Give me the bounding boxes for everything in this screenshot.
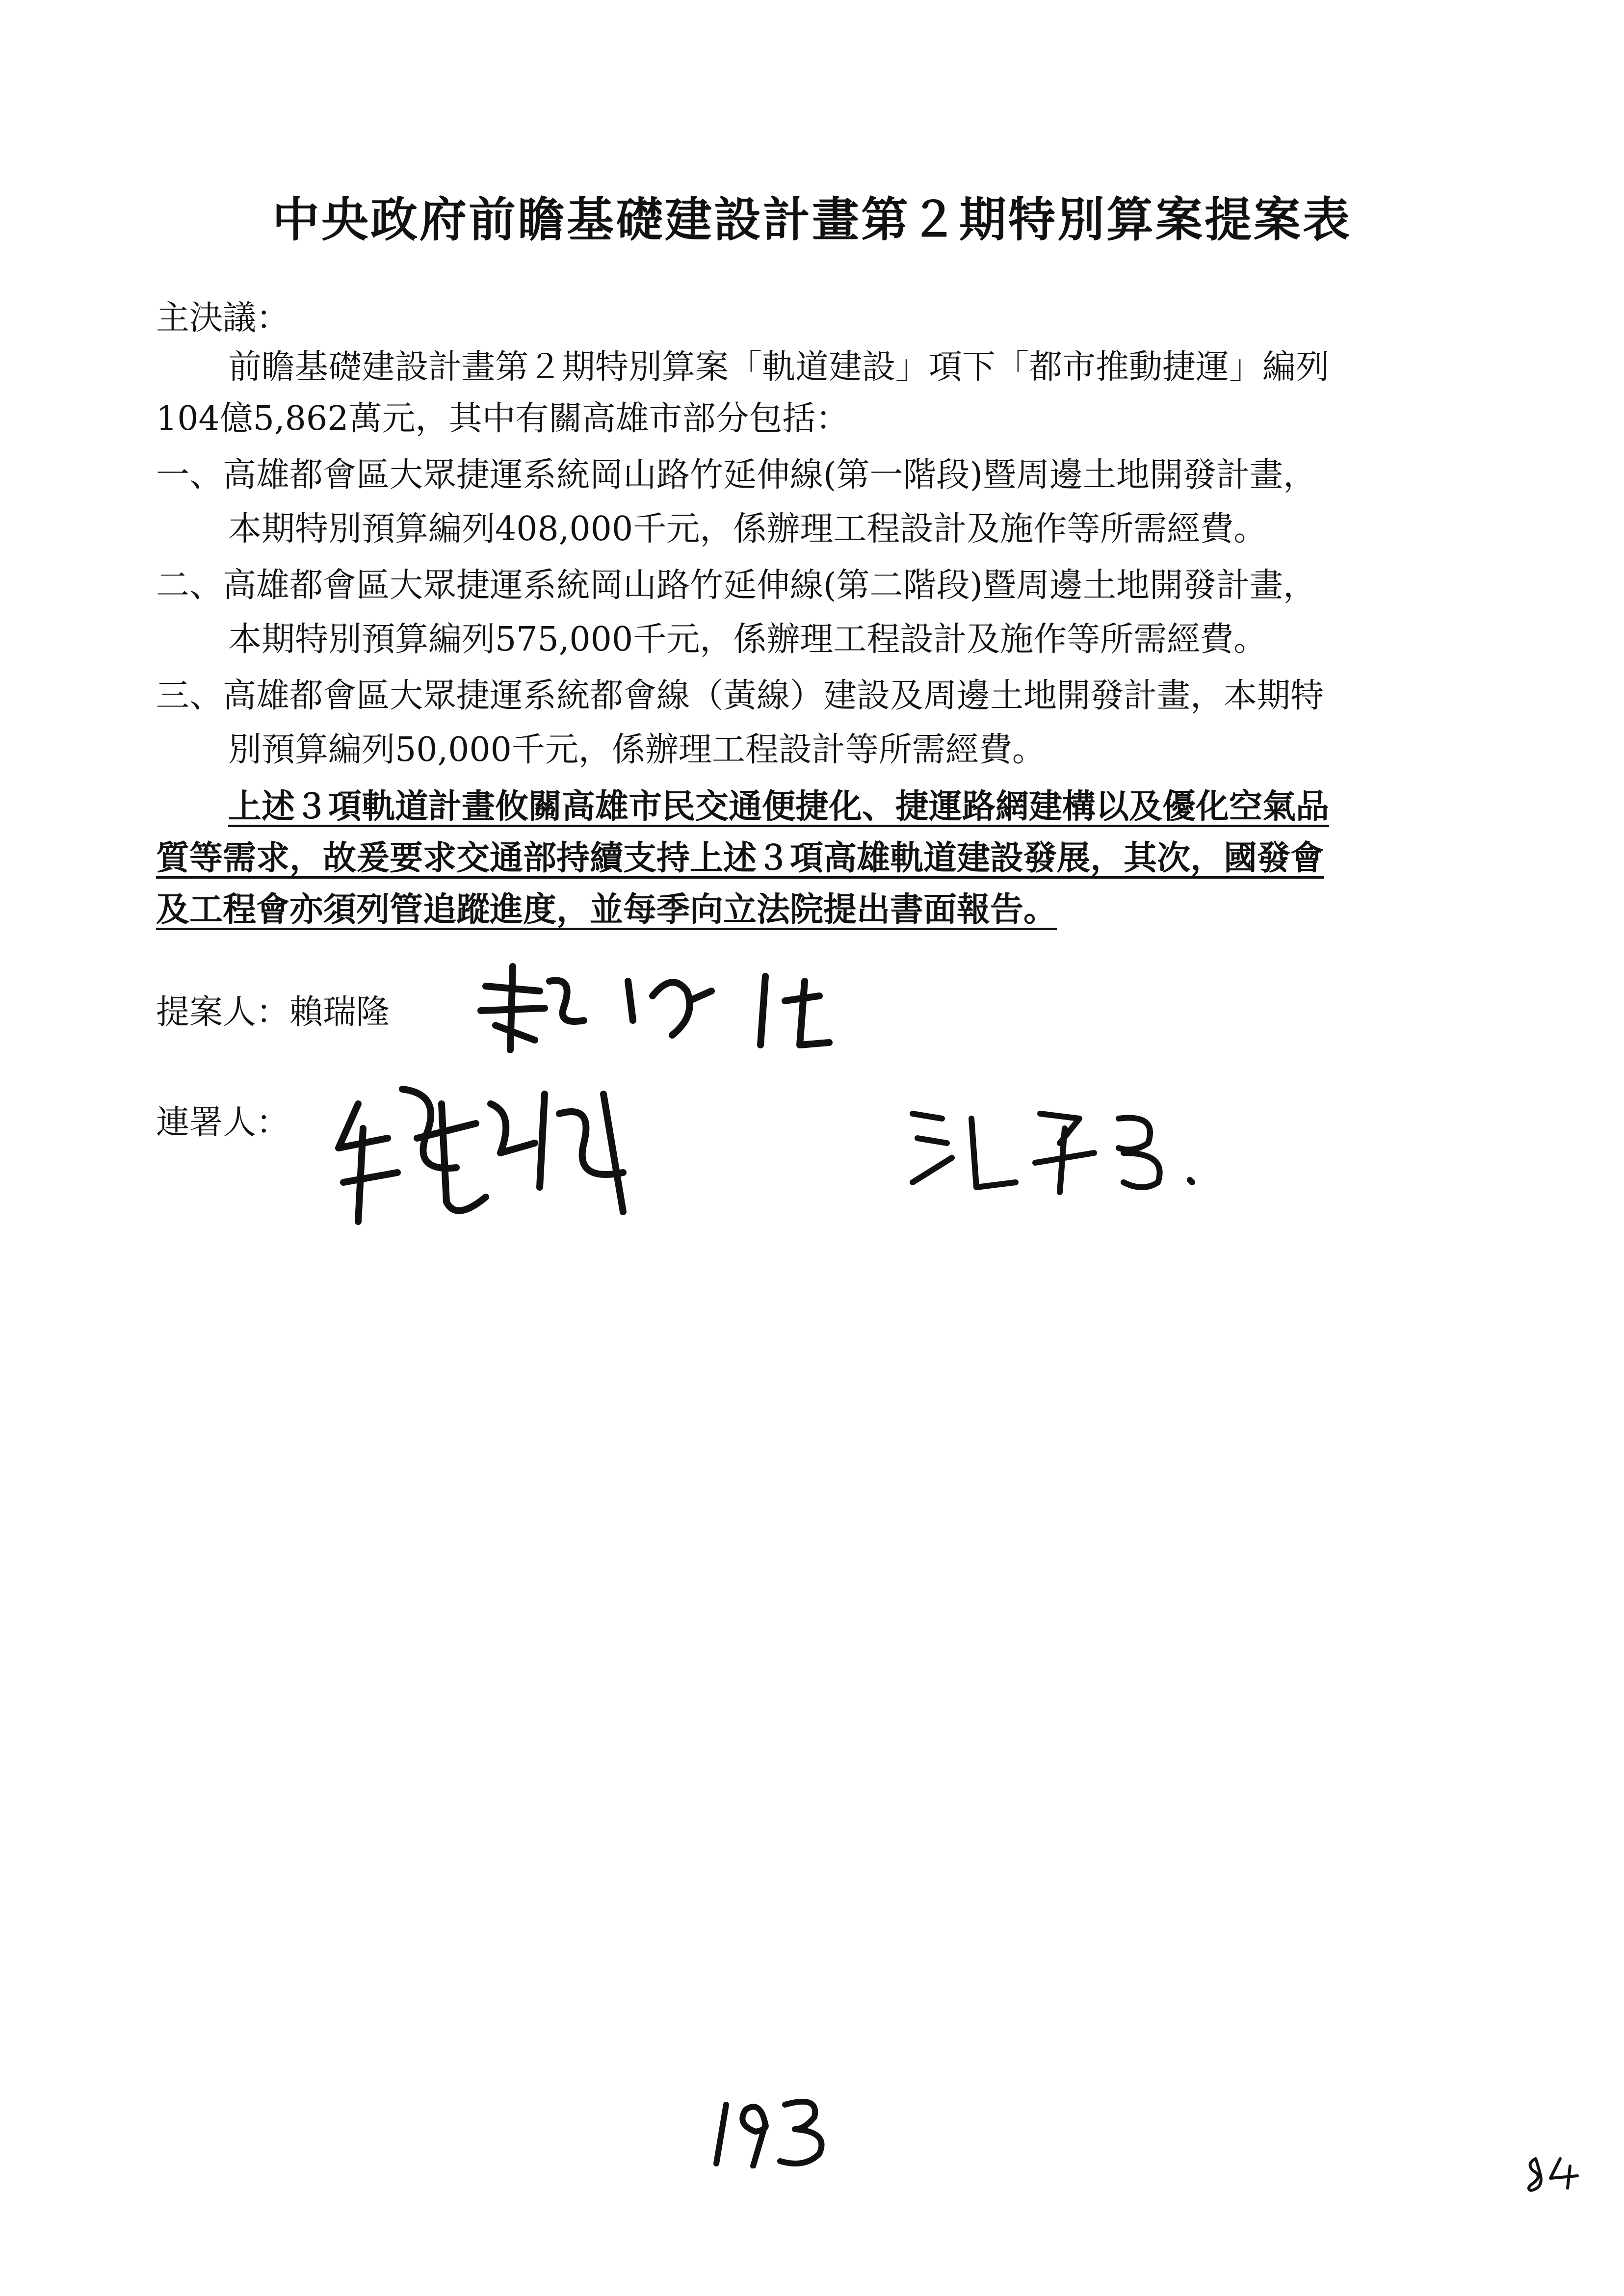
page-number-image xyxy=(707,2090,844,2170)
body-line-2: 104億5,862萬元，其中有關高雄市部分包括： xyxy=(156,399,849,438)
item-three-line-2: 別預算編列50,000千元，係辦理工程設計等所需經費。 xyxy=(228,731,1046,769)
item-three-line-1: 三、高雄都會區大眾捷運系統都會線（黃線）建設及周邊土地開發計畫，本期特 xyxy=(156,677,1324,715)
emphasis-line-1: 上述３項軌道計畫攸關高雄市民交通便捷化、捷運路網建構以及優化空氣品 xyxy=(228,787,1330,826)
page-title: 中央政府前瞻基礎建設計畫第２期特別算案提案表 xyxy=(272,192,1352,247)
body-line-1: 前瞻基礎建設計畫第２期特別算案「軌道建設」項下「都市推動捷運」編列 xyxy=(228,348,1330,387)
cosigners-label: 連署人： xyxy=(156,1103,290,1142)
cosigner-signature-2-image xyxy=(903,1099,1207,1197)
cosigner-signature-1-image xyxy=(329,1074,643,1236)
item-two-line-2: 本期特別預算編列575,000千元，係辦理工程設計及施作等所需經費。 xyxy=(228,620,1267,659)
emphasis-line-2: 質等需求，故爰要求交通部持續支持上述３項高雄軌道建設發展，其次，國發會 xyxy=(156,838,1324,878)
item-one-line-1: 一、高雄都會區大眾捷運系統岡山路竹延伸線(第一階段)暨周邊土地開發計畫， xyxy=(156,456,1317,495)
proposer-signature-image xyxy=(466,962,849,1055)
main-resolution-label: 主決議： xyxy=(156,299,290,338)
proposer-label: 提案人：賴瑞隆 xyxy=(156,993,390,1032)
corner-number-image xyxy=(1521,2154,1585,2195)
emphasis-line-3: 及工程會亦須列管追蹤進度，並每季向立法院提出書面報告。 xyxy=(156,890,1057,929)
item-two-line-1: 二、高雄都會區大眾捷運系統岡山路竹延伸線(第二階段)暨周邊土地開發計畫， xyxy=(156,566,1317,605)
item-one-line-2: 本期特別預算編列408,000千元，係辦理工程設計及施作等所需經費。 xyxy=(228,510,1267,548)
